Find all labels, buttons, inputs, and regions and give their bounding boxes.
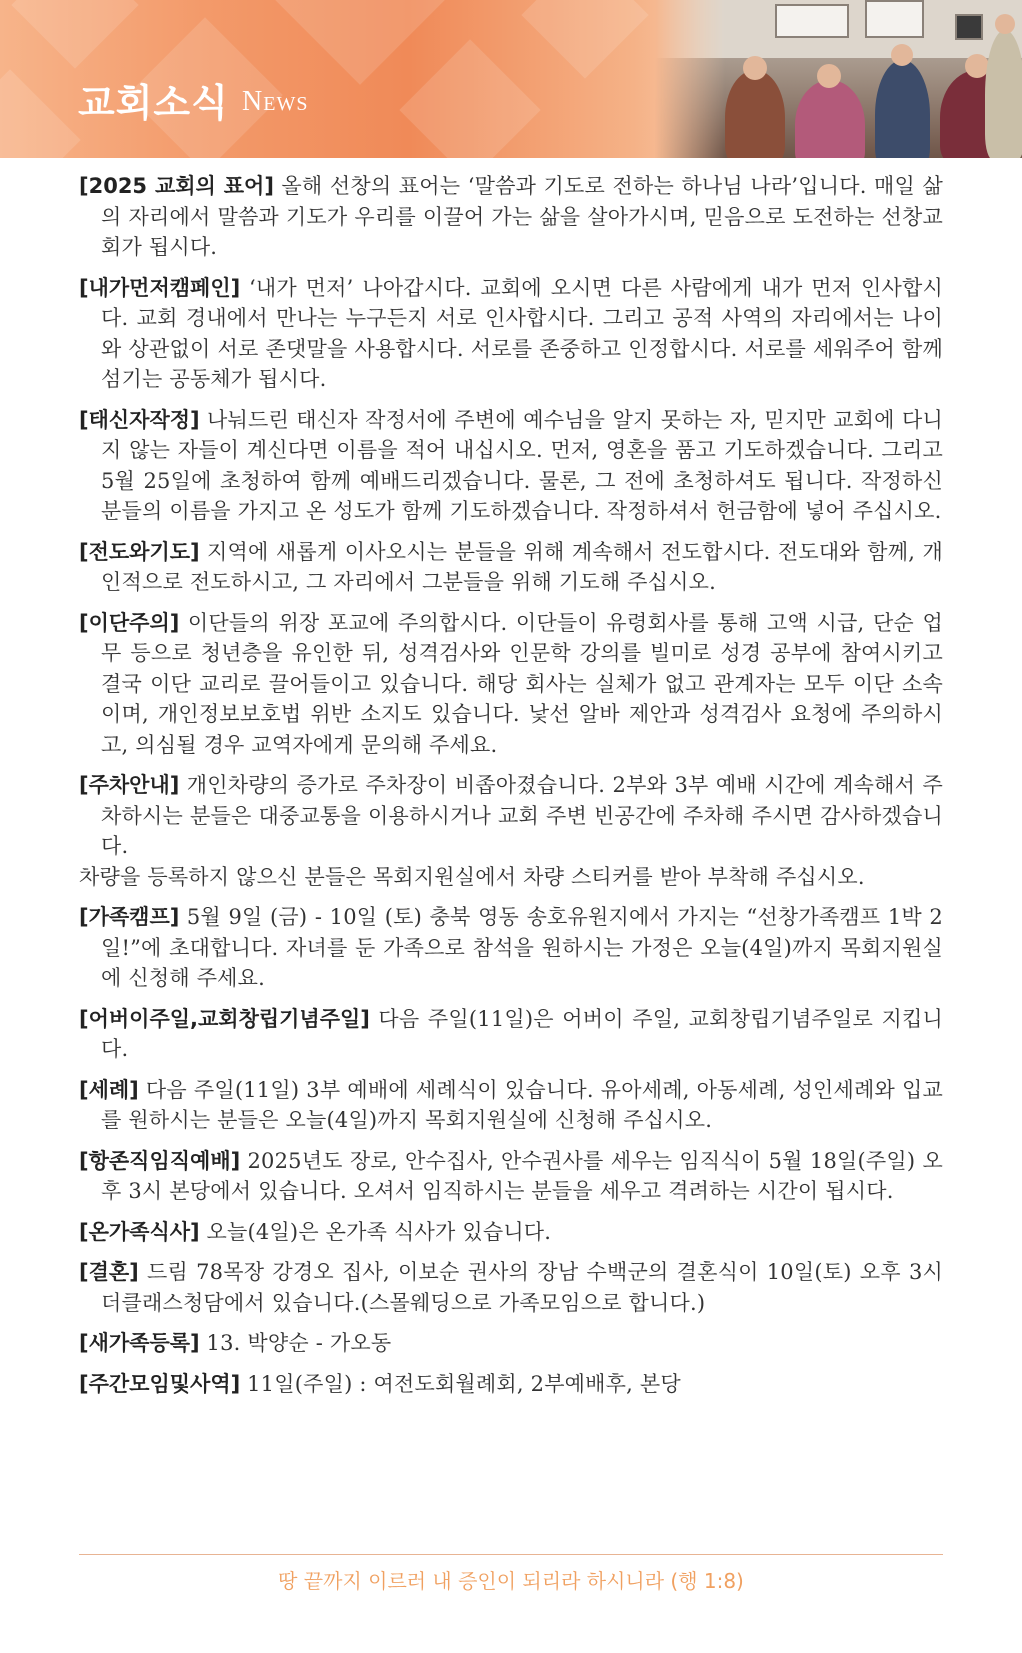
news-text: 차량을 등록하지 않으신 분들은 목회지원실에서 차량 스티커를 받아 부착해 주십시오.	[79, 864, 865, 889]
news-tag: [주차안내]	[79, 773, 180, 797]
page-subtitle: News	[242, 86, 309, 117]
news-tag: [가족캠프]	[79, 905, 180, 929]
header-photo	[655, 0, 1022, 158]
news-text: 나눠드린 태신자 작정서에 주변에 예수님을 알지 못하는 자, 믿지만 교회에 다니지 않는 자들이 계신다면 이름을 적어 내십시오. 먼저, 영혼을 품고 기도하겠습니다. 그리고 5월 25일에 초청하여 함께 예배드리겠습니다. 물론, 그 전에 초청하셔도 됩니다. 작정하신 분들의 이름을 가지고 온 성도가 함께 기도하겠습니다. 작정하셔서 헌금함에 넣어 주십시오.	[101, 407, 943, 523]
news-text: 이단들의 위장 포교에 주의합시다. 이단들이 유령회사를 통해 고액 시급, 단순 업무 등으로 청년층을 유인한 뒤, 성격검사와 인문학 강의를 빌미로 성경 공부에 참여시키고 결국 이단 교리로 끌어들이고 있습니다. 해당 회사는 실체가 없고 관계자는 모두 이단 소속이며, 개인정보보호법 위반 소지도 있습니다. 낯선 알바 제안과 성격검사 요청에 주의하시고, 의심될 경우 교역자에게 문의해 주세요.	[101, 610, 943, 757]
news-text: 드림 78목장 강경오 집사, 이보순 권사의 장남 수백군의 결혼식이 10일(토) 오후 3시 더클래스청담에서 있습니다.(스몰웨딩으로 가족모임으로 합니다.)	[101, 1260, 943, 1315]
page-title: 교회소식	[78, 81, 229, 125]
page-header	[0, 0, 1022, 158]
news-tag: [결혼]	[79, 1260, 139, 1284]
news-item-family-camp	[79, 902, 943, 994]
news-item-parking	[79, 770, 943, 892]
news-item-motto	[79, 171, 943, 263]
news-text: 개인차량의 증가로 주차장이 비좁아졌습니다. 2부와 3부 예배 시간에 계속해서 주차하시는 분들은 대중교통을 이용하시거나 교회 주변 빈공간에 주차해 주시면 감사하겠습니다.	[101, 773, 943, 858]
news-tag: [세례]	[79, 1077, 139, 1102]
news-item-baptism	[79, 1075, 943, 1136]
news-item-parents-day	[79, 1004, 943, 1065]
footer-verse: 땅 끝까지 이르러 내 증인이 되리라 하시니라 (행 1:8)	[278, 1569, 744, 1593]
news-text: 오늘(4일)은 온가족 식사가 있습니다.	[206, 1219, 552, 1244]
news-tag: [온가족식사]	[79, 1219, 200, 1244]
news-tag: [새가족등록]	[79, 1331, 200, 1355]
news-tag: [어버이주일,교회창립기념주일]	[79, 1006, 370, 1031]
news-tag: [태신자작정]	[79, 407, 200, 432]
news-item-evangelism-pledge	[79, 405, 943, 527]
news-text: 올해 선창의 표어는 ‘말씀과 기도로 전하는 하나님 나라’입니다. 매일 삶의 자리에서 말씀과 기도가 우리를 이끌어 가는 삶을 살아가시며, 믿음으로 도전하는 선창교회가 됩시다.	[101, 174, 943, 259]
footer-divider	[79, 1554, 943, 1555]
news-text: 5월 9일 (금) - 10일 (토) 충북 영동 송호유원지에서 가지는 “선창가족캠프 1박 2일!”에 초대합니다. 자녀를 둔 가족으로 참석을 원하시는 가정은 오늘(4일)까지 목회지원실에 신청해 주세요.	[101, 905, 943, 990]
news-tag: [2025 교회의 표어]	[79, 174, 274, 198]
news-tag: [주간모임및사역]	[79, 1371, 241, 1396]
news-text: 다음 주일(11일)은 어버이 주일, 교회창립기념주일로 지킵니다.	[101, 1006, 943, 1061]
news-item-new-family	[79, 1328, 943, 1359]
news-text: 지역에 새롭게 이사오시는 분들을 위해 계속해서 전도합시다. 전도대와 함께, 개인적으로 전도하시고, 그 자리에서 그분들을 위해 기도해 주십시오.	[101, 539, 943, 594]
news-text: 다음 주일(11일) 3부 예배에 세례식이 있습니다. 유아세례, 아동세례, 성인세례와 입교를 원하시는 분들은 오늘(4일)까지 목회지원실에 신청해 주십시오.	[101, 1077, 943, 1132]
news-item-family-meal	[79, 1217, 943, 1248]
news-tag: [전도와기도]	[79, 539, 200, 564]
news-text: 2025년도 장로, 안수집사, 안수권사를 세우는 임직식이 5월 18일(주일) 오후 3시 본당에서 있습니다. 오셔서 임직하시는 분들을 세우고 격려하는 시간이 됩시다.	[101, 1148, 943, 1203]
news-item-wedding	[79, 1257, 943, 1318]
news-tag: [항존직임직예배]	[79, 1148, 241, 1173]
news-item-me-first-campaign	[79, 273, 943, 395]
news-text: 11일(주일) : 여전도회월례회, 2부예배후, 본당	[247, 1371, 681, 1396]
news-text: 13. 박양순 - 가오동	[206, 1331, 392, 1355]
news-tag: [이단주의]	[79, 610, 180, 635]
news-item-evangelism-prayer	[79, 537, 943, 598]
news-item-weekly-meetings	[79, 1369, 943, 1400]
news-item-heresy-warning	[79, 608, 943, 761]
news-tag: [내가먼저캠페인]	[79, 275, 241, 300]
news-item-ordination	[79, 1146, 943, 1207]
news-text: ‘내가 먼저’ 나아갑시다. 교회에 오시면 다른 사람에게 내가 먼저 인사합시다. 교회 경내에서 만나는 누구든지 서로 인사합시다. 그리고 공적 사역의 자리에서는 나이와 상관없이 서로 존댓말을 사용합시다. 서로를 존중하고 인정합시다. 서로를 세워주어 함께 섬기는 공동체가 됩시다.	[101, 275, 943, 391]
news-list	[79, 171, 943, 1409]
